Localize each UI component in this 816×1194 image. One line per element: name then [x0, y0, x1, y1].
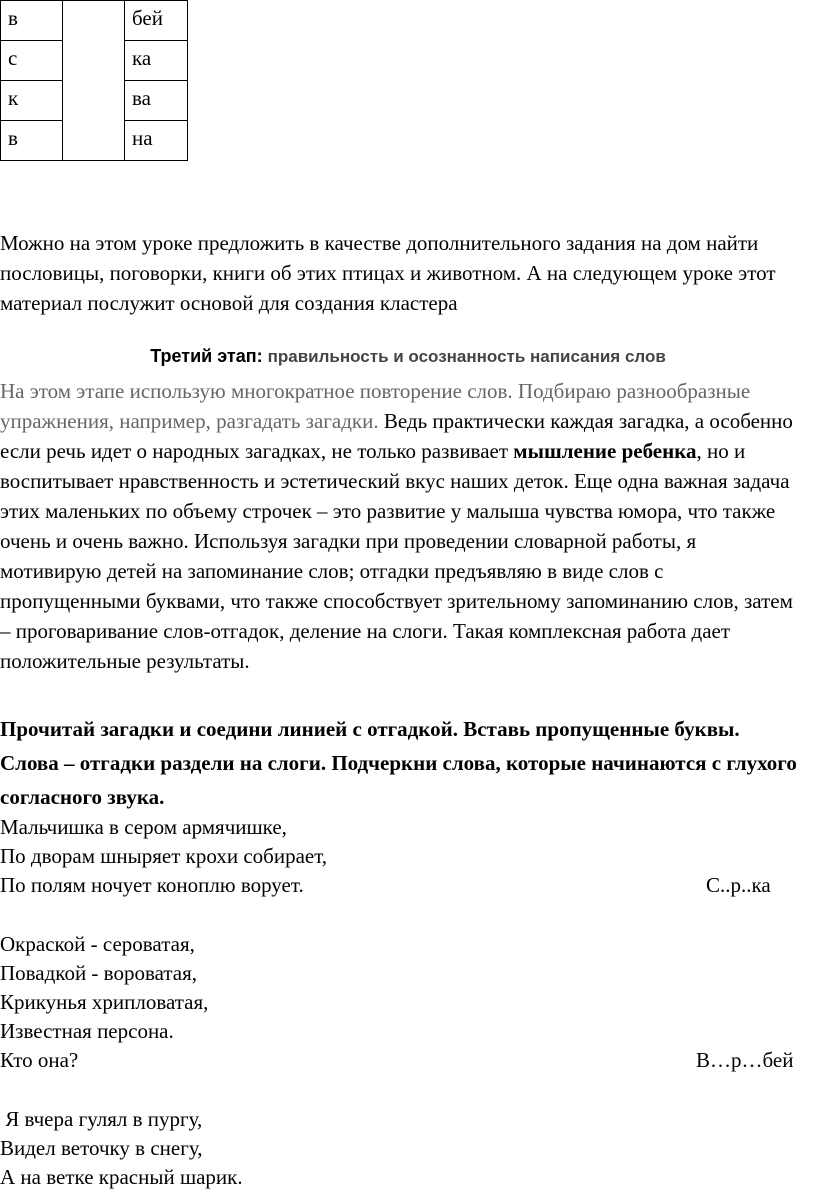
table-cell-empty	[63, 1, 125, 161]
table-cell: бей	[125, 1, 188, 41]
riddle-2	[0, 930, 816, 1075]
syllable-table	[0, 0, 188, 161]
riddle-line: Мальчишка в сером армячишке,	[0, 815, 287, 839]
riddle-3	[0, 1105, 816, 1192]
riddle-line: Окраской - сероватая,	[0, 932, 195, 956]
table-cell: ва	[125, 81, 188, 121]
heading-stage: Третий этап:	[150, 346, 268, 366]
stage-text-1: Ведь практически каждая загадка, а особенно если речь идет о народных загадках, не только развивает	[0, 409, 793, 463]
riddle-line: А на ветке красный шарик.	[0, 1165, 243, 1189]
riddle-line: Крикунья хрипловатая,	[0, 990, 209, 1014]
section-heading	[0, 343, 816, 370]
table-cell: в	[1, 121, 63, 161]
table-row	[1, 1, 188, 41]
stage-paragraph	[0, 376, 800, 676]
riddle-line: Повадкой - вороватая,	[0, 961, 198, 985]
heading-topic: правильность и осознанность написания слов	[267, 347, 666, 366]
riddle-answer: В…р…бей	[696, 1048, 794, 1072]
table-cell: ка	[125, 41, 188, 81]
table-cell: к	[1, 81, 63, 121]
riddle-1	[0, 813, 816, 900]
stage-gray-text: На этом этапе использую многократное повторение слов. Подбираю разнообразные упражнения, например, разгадать загадки.	[0, 379, 751, 433]
riddle-line: По дворам шныряет крохи собирает,	[0, 844, 328, 868]
riddle-answer: С..р..ка	[706, 873, 771, 897]
riddle-line: Видел веточку в снегу,	[0, 1136, 203, 1160]
table-cell: с	[1, 41, 63, 81]
riddle-line: По полям ночует коноплю ворует.	[0, 873, 304, 897]
stage-bold-text: мышление ребенка	[513, 439, 697, 463]
riddle-line: Я вчера гулял в пургу,	[0, 1107, 203, 1131]
intro-paragraph: Можно на этом уроке предложить в качестве дополнительного задания на дом найти пословицы, поговорки, книги об этих птицах и животном. А на следующем уроке этот материал послужит основой для создания кластера	[0, 231, 776, 315]
table-cell: в	[1, 1, 63, 41]
stage-text-2: , но и воспитывает нравственность и эстетический вкус наших деток. Еще одна важная задача этих маленьких по объему строчек – это развитие у малыша чувства юмора, что также очень и очень важно. Используя загадки при проведении словарной работы, я мотивирую детей на запоминание слов; отгадки предъявляю в виде слов с пропущенными буквами, что также способствует зрительному запоминанию слов, затем – проговаривание слов-отгадок, деление на слоги. Такая комплексная работа дает положительные результаты.	[0, 439, 793, 673]
riddle-line: Известная персона.	[0, 1019, 174, 1043]
riddle-line: Кто она?	[0, 1048, 79, 1072]
task-instructions: Прочитай загадки и соедини линией с отгадкой. Вставь пропущенные буквы. Слова – отгадки раздели на слоги. Подчеркни слова, которые начинаются с глухого согласного звука.	[0, 717, 797, 809]
table-cell: на	[125, 121, 188, 161]
